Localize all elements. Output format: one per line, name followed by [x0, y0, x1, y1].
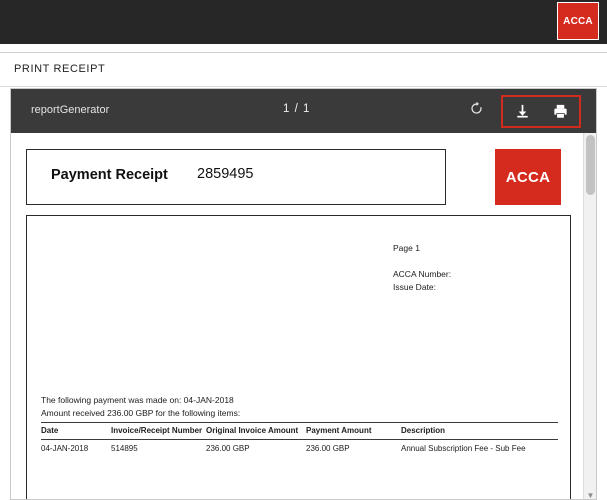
table-header-row — [41, 423, 558, 440]
print-icon[interactable] — [547, 100, 573, 124]
header-divider — [0, 44, 607, 53]
receipt-table — [41, 422, 558, 453]
receipt-header-box — [26, 149, 446, 205]
payment-date-line: The following payment was made on: 04-JAN-2018 — [41, 395, 234, 405]
page-header — [0, 53, 607, 87]
table-row — [41, 440, 558, 454]
page-title: PRINT RECEIPT — [14, 63, 106, 75]
left-edge-spacer — [0, 88, 10, 500]
download-icon[interactable] — [509, 100, 535, 124]
receipt-number: 2859495 — [197, 166, 254, 182]
page-label: Page 1 — [393, 243, 420, 253]
pdf-viewer — [10, 88, 597, 500]
receipt-meta — [393, 268, 451, 294]
vertical-scrollbar[interactable] — [583, 133, 596, 500]
acca-logo: ACCA — [557, 2, 599, 40]
col-original-amount: Original Invoice Amount — [206, 423, 306, 440]
cell-date: 04-JAN-2018 — [41, 444, 89, 453]
download-print-toolgroup — [501, 95, 581, 128]
col-payment-amount: Payment Amount — [306, 423, 401, 440]
rotate-clockwise-icon[interactable] — [466, 101, 486, 121]
cell-invoice-number: 514895 — [111, 444, 138, 453]
page-indicator: 1 / 1 — [283, 103, 311, 115]
col-date: Date — [41, 423, 111, 440]
cell-original-amount: 236.00 GBP — [206, 444, 250, 453]
col-description: Description — [401, 423, 558, 440]
acca-number-label: ACCA Number: — [393, 269, 452, 279]
col-invoice-number: Invoice/Receipt Number — [111, 423, 206, 440]
payment-amount-line: Amount received 236.00 GBP for the following items: — [41, 407, 241, 418]
issue-date-label: Issue Date: — [393, 282, 436, 292]
document-canvas — [11, 133, 583, 500]
scrollbar-thumb[interactable] — [586, 135, 595, 195]
top-bar — [0, 0, 607, 44]
pdf-document-name: reportGenerator — [31, 104, 110, 116]
acca-logo-document: ACCA — [495, 149, 561, 205]
receipt-body-box — [26, 215, 571, 500]
cell-description: Annual Subscription Fee - Sub Fee — [401, 444, 526, 453]
receipt-title: Payment Receipt — [51, 167, 168, 183]
cell-payment-amount: 236.00 GBP — [306, 444, 350, 453]
payment-summary — [41, 394, 240, 419]
scroll-down-icon[interactable]: ▼ — [586, 491, 595, 500]
pdf-toolbar — [11, 89, 596, 133]
